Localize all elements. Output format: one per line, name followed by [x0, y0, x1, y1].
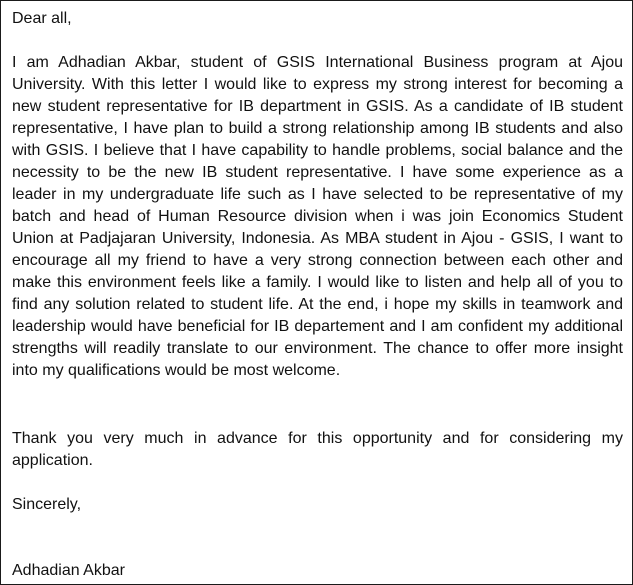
letter-signature: Adhadian Akbar [12, 562, 125, 579]
letter-thanks-paragraph: Thank you very much in advance for this opportunity and for considering my application. [12, 430, 623, 469]
letter-greeting: Dear all, [12, 10, 72, 27]
letter-body-paragraph: I am Adhadian Akbar, student of GSIS International Business program at Ajou University. With this letter I would like to express my strong interest for becoming a new student representative for IB department in GSIS. As a candidate of IB student representative, I have plan to build a strong relationship among IB students and also with GSIS. I believe that I have capability to handle problems, social balance and the necessity to be the new IB student representative. I have some experience as a leader in my undergraduate life such as I have selected to be representative of my batch and head of Human Resource division when i was join Economics Student Union at Padjajaran University, Indonesia. As MBA student in Ajou - GSIS, I want to encourage all my friend to have a very strong connection between each other and make this environment feels like a family. I would like to listen and help all of you to find any solution related to student life. At the end, i hope my skills in teamwork and leadership would have beneficial for IB departement and I am confident my additional strengths will readily translate to our environment. The chance to offer more insight into my qualifications would be most welcome. [12, 54, 623, 379]
letter-closing: Sincerely, [12, 496, 82, 513]
